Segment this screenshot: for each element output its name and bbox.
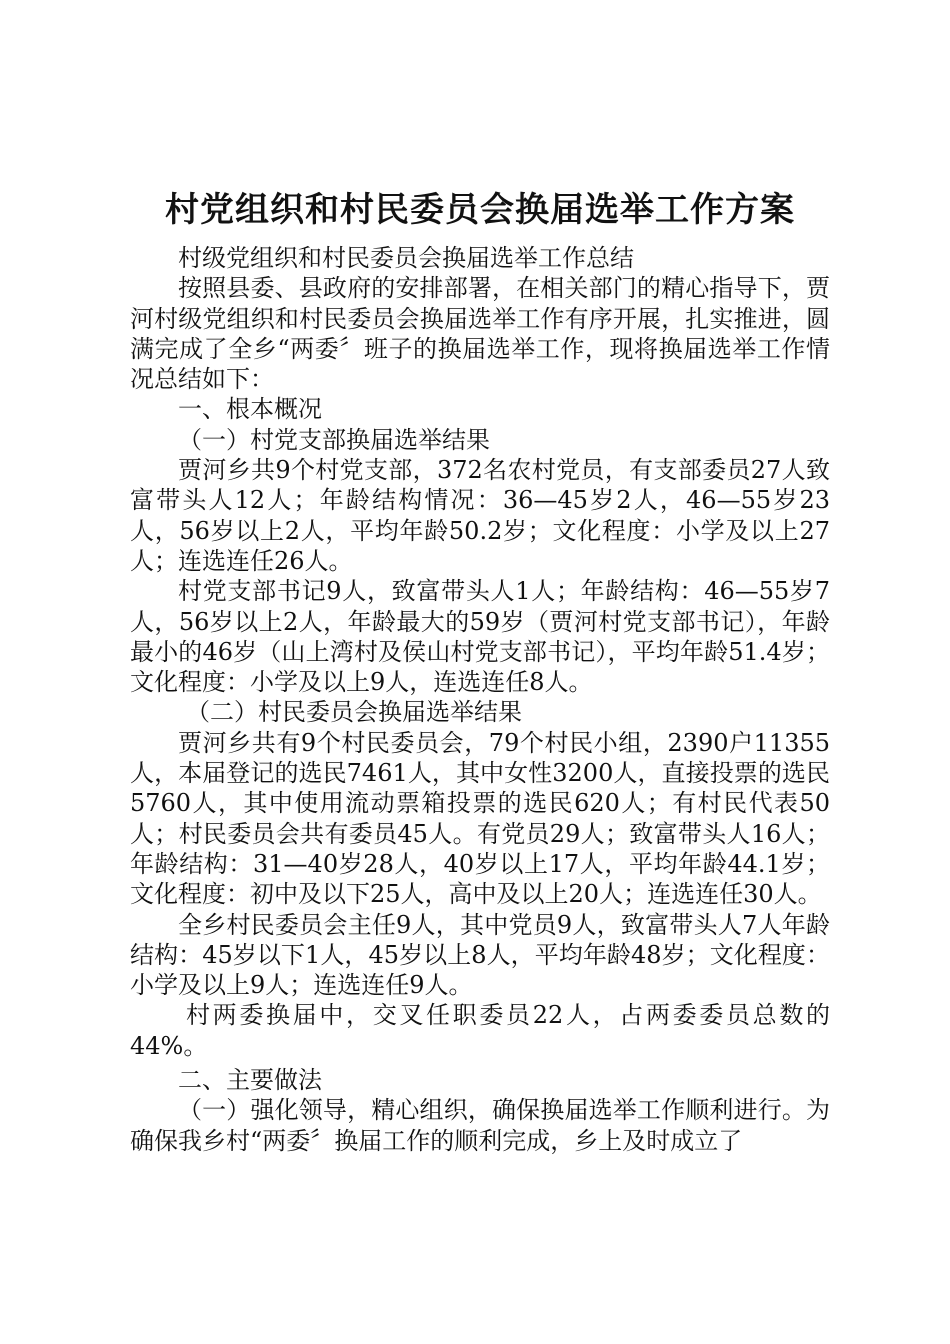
subsection-heading-villagers-committee: （二）村民委员会换届选举结果 [186, 698, 522, 727]
document-page [130, 185, 830, 1156]
section-heading-overview: 一、根本概况 [178, 395, 322, 424]
committee-director-paragraph: 全乡村民委员会主任9人，其中党员9人，致富带头人7人年龄结构：45岁以下1人，45岁以上8人，平均年龄48岁；文化程度：小学及以上9人；连选连任9人。 [130, 910, 830, 1000]
document-title: 村党组织和村民委员会换届选举工作方案 [165, 190, 795, 230]
subsection-heading-party-branch: （一）村党支部换届选举结果 [178, 425, 490, 454]
villagers-committee-results-paragraph: 贾河乡共有9个村民委员会，79个村民小组，2390户11355人，本届登记的选民7461人，其中女性3200人，直接投票的选民5760人，其中使用流动票箱投票的选民620人；有村民代表50人；村民委员会共有委员45人。有党员29人；致富带头人16人；年龄结构：31—40岁28人，40岁以上17人，平均年龄44.1岁；文化程度：初中及以下25人，高中及以上20人；连选连任30人。 [130, 728, 830, 909]
summary-heading: 村级党组织和村民委员会换届选举工作总结 [178, 244, 634, 272]
intro-paragraph: 按照县委、县政府的安排部署，在相关部门的精心指导下，贾河村级党组织和村民委员会换届选举工作有序开展，扎实推进，圆满完成了全乡“两委〞班子的换届选举工作，现将换届选举工作情况总结如下： [130, 274, 830, 394]
cross-appointment-paragraph: 村两委换届中，交叉任职委员22人，占两委委员总数的44%。 [130, 1001, 830, 1060]
leadership-paragraph: （一）强化领导，精心组织，确保换届选举工作顺利进行。为确保我乡村“两委〞换届工作的顺利完成，乡上及时成立了 [130, 1096, 830, 1155]
section-heading-main-practices: 二、主要做法 [178, 1066, 322, 1095]
party-branch-results-paragraph: 贾河乡共9个村党支部，372名农村党员，有支部委员27人致富带头人12人；年龄结构情况：36—45岁2人，46—55岁23人，56岁以上2人，平均年龄50.2岁；文化程度：小学及以上27人；连选连任26人。 [130, 456, 830, 575]
party-secretary-paragraph: 村党支部书记9人，致富带头人1人；年龄结构：46—55岁7人，56岁以上2人，年龄最大的59岁（贾河村党支部书记），年龄最小的46岁（山上湾村及侯山村党支部书记），平均年龄51.4岁；文化程度：小学及以上9人，连选连任8人。 [130, 577, 830, 697]
